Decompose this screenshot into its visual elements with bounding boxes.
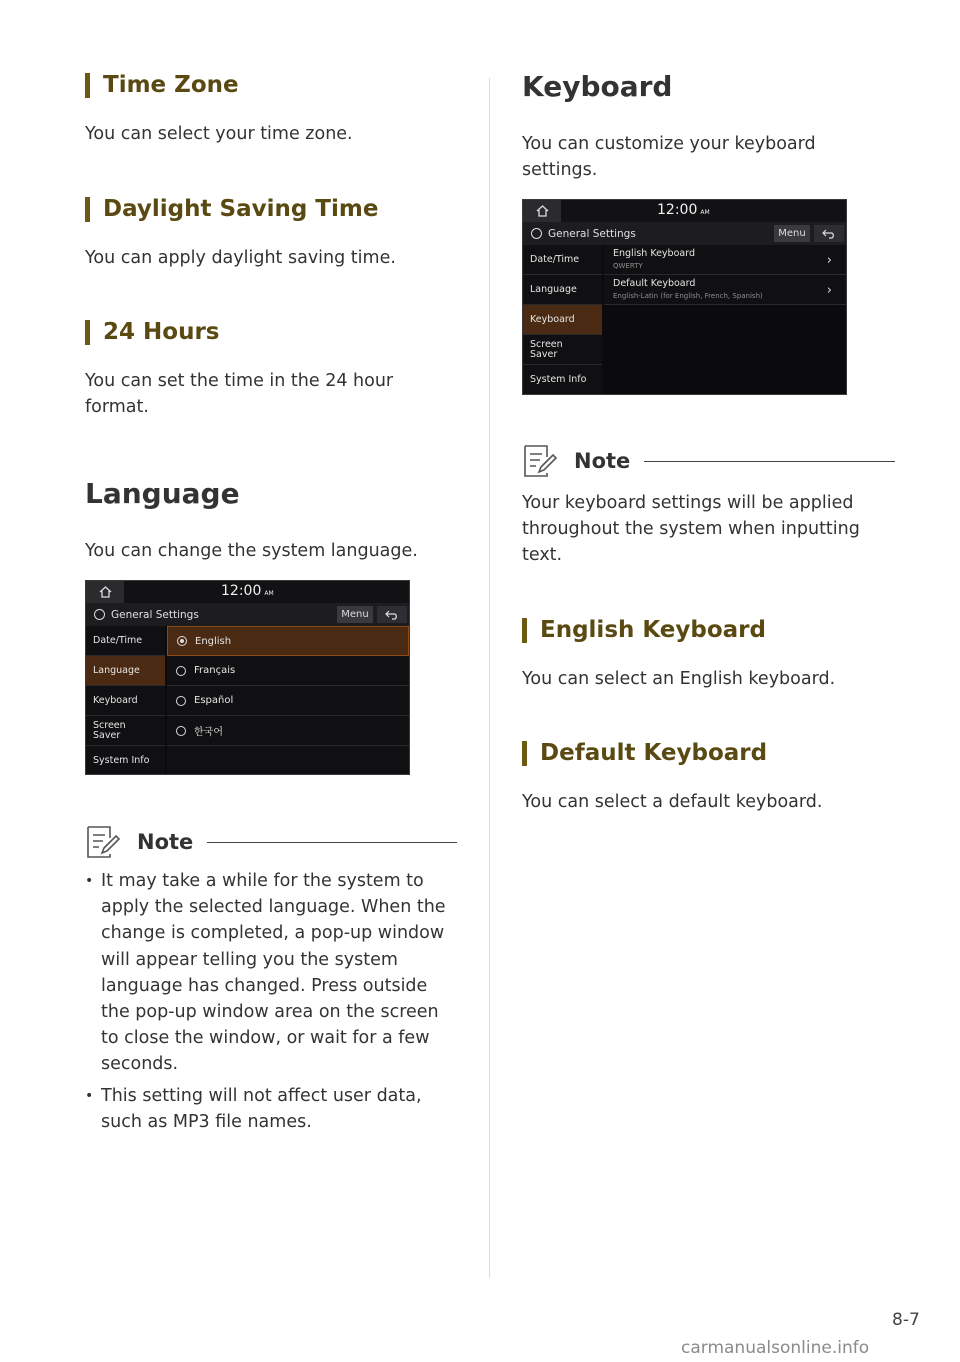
default-keyboard-text: You can select a default keyboard. <box>522 792 823 812</box>
note-pencil-icon <box>522 443 558 479</box>
back-icon <box>822 229 836 239</box>
list-item: • This setting will not affect user data, such as MP3 file names. <box>85 1083 450 1135</box>
note-rule <box>207 842 457 843</box>
keyboard-options <box>604 245 846 305</box>
heading-english-keyboard: English Keyboard <box>522 617 766 643</box>
language-settings-screen <box>85 580 410 775</box>
radio-icon <box>176 726 186 736</box>
option-francais[interactable]: Français <box>167 656 409 686</box>
clock: 12:00 AM <box>221 583 274 599</box>
sidebar-item-language[interactable]: Language <box>86 656 165 686</box>
daylight-text: You can apply daylight saving time. <box>85 248 396 268</box>
note-header: Note <box>522 443 895 479</box>
gear-icon <box>531 228 542 239</box>
option-korean[interactable]: 한국어 <box>167 716 409 746</box>
list-item: • It may take a while for the system to apply the selected language. When the change is completed, a pop-up window will appear telling you the system language has changed. Press outside the pop-up window area on the screen to close the window, or wait for a few seconds. <box>85 868 450 1078</box>
menu-button[interactable]: Menu <box>337 606 373 623</box>
radio-icon <box>176 666 186 676</box>
keyboard-settings-screen <box>522 199 847 395</box>
page-number: 8-7 <box>892 1310 920 1330</box>
sidebar-item-language[interactable]: Language <box>523 275 602 305</box>
status-bar <box>86 581 409 603</box>
heading-default-keyboard: Default Keyboard <box>522 740 767 766</box>
chevron-right-icon: › <box>826 283 832 298</box>
option-empty <box>167 746 409 775</box>
radio-icon <box>176 696 186 706</box>
home-icon[interactable] <box>523 200 561 222</box>
keyboard-note-text: Your keyboard settings will be applied throughout the system when inputting text. <box>522 493 860 565</box>
settings-sidebar <box>86 626 165 775</box>
back-icon <box>385 610 399 620</box>
sidebar-item-screen-saver[interactable]: Screen Saver <box>523 335 602 365</box>
heading-time-zone: Time Zone <box>85 72 239 98</box>
home-icon[interactable] <box>86 581 124 603</box>
watermark: carmanualsonline.info <box>681 1338 870 1358</box>
settings-title-bar: General Settings Menu <box>86 603 409 626</box>
option-espanol[interactable]: Español <box>167 686 409 716</box>
english-keyboard-text: You can select an English keyboard. <box>522 669 836 689</box>
back-button[interactable] <box>377 606 407 623</box>
sidebar-item-date-time[interactable]: Date/Time <box>523 245 602 275</box>
note-rule <box>644 461 895 462</box>
column-divider <box>489 78 490 1278</box>
sidebar-item-system-info[interactable]: System Info <box>86 746 165 775</box>
heading-keyboard: Keyboard <box>522 70 673 103</box>
option-english-keyboard[interactable]: English Keyboard QWERTY › <box>604 245 846 275</box>
back-button[interactable] <box>814 225 844 242</box>
time-zone-text: You can select your time zone. <box>85 124 353 144</box>
keyboard-text: You can customize your keyboard settings. <box>522 134 816 180</box>
sidebar-item-keyboard[interactable]: Keyboard <box>86 686 165 716</box>
heading-daylight-saving: Daylight Saving Time <box>85 196 378 222</box>
status-bar <box>523 200 846 222</box>
note-bullets <box>85 868 450 1140</box>
gear-icon <box>94 609 105 620</box>
settings-title-bar: General Settings Menu <box>523 222 846 245</box>
option-default-keyboard[interactable]: Default Keyboard English-Latin (for English, French, Spanish) › <box>604 275 846 305</box>
radio-selected-icon <box>177 636 187 646</box>
heading-24-hours: 24 Hours <box>85 319 219 345</box>
menu-button[interactable]: Menu <box>774 225 810 242</box>
note-pencil-icon <box>85 824 121 860</box>
sidebar-item-keyboard[interactable]: Keyboard <box>523 305 602 335</box>
option-english[interactable]: English <box>167 626 409 656</box>
clock: 12:00 AM <box>657 202 710 218</box>
chevron-right-icon: › <box>826 253 832 268</box>
sidebar-item-date-time[interactable]: Date/Time <box>86 626 165 656</box>
sidebar-item-screen-saver[interactable]: Screen Saver <box>86 716 165 746</box>
sidebar-item-system-info[interactable]: System Info <box>523 365 602 395</box>
language-text: You can change the system language. <box>85 541 418 561</box>
hours24-text: You can set the time in the 24 hour format. <box>85 371 394 417</box>
settings-sidebar <box>523 245 602 395</box>
language-options <box>167 626 409 775</box>
heading-language: Language <box>85 477 240 510</box>
note-header: Note <box>85 824 457 860</box>
